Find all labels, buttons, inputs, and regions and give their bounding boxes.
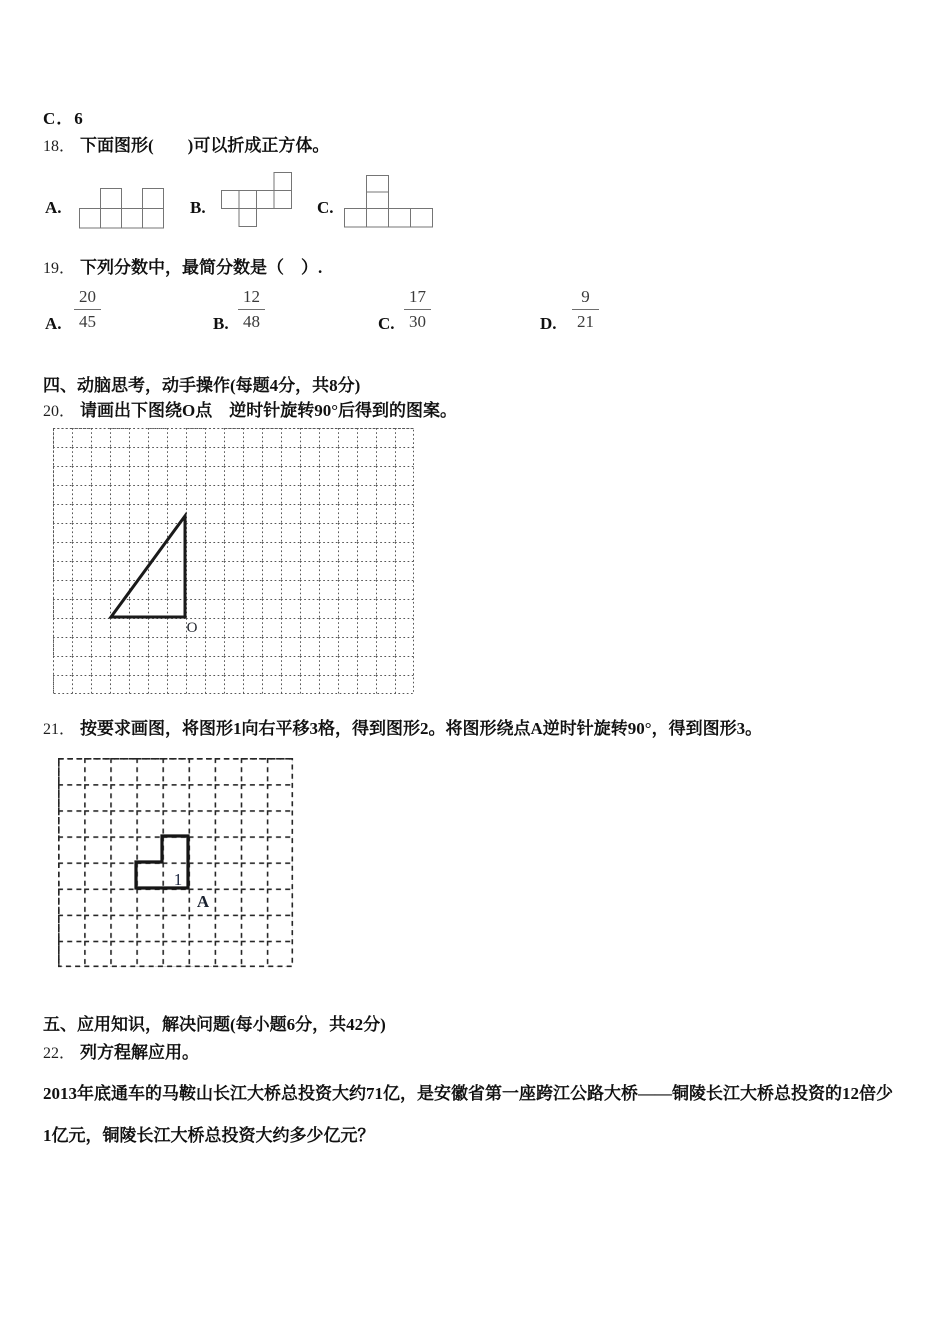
shape-1-label: 1 [173, 870, 183, 889]
fraction-numerator: 17 [409, 287, 426, 306]
q19-option-d-label: D. [540, 314, 557, 333]
q18-option-b-label: B. [190, 198, 206, 217]
question-20-text: 请画出下图绕O点 逆时针旋转90°后得到的图案。 [80, 401, 458, 420]
question-20 [43, 396, 457, 421]
question-22 [43, 1038, 199, 1063]
question-22-text: 列方程解应用。 [80, 1043, 200, 1062]
q19-option-c-fraction [404, 287, 431, 331]
q19-option-a-fraction [74, 287, 101, 331]
question-21-number: 21． [43, 721, 76, 738]
grid-cells [53, 428, 414, 694]
fraction-denominator: 45 [74, 309, 101, 332]
question-18-number: 18． [43, 138, 76, 155]
question-21 [43, 714, 762, 739]
question-19 [43, 253, 322, 278]
q18-option-c-label: C. [317, 198, 334, 217]
q19-option-c-label: C. [378, 314, 395, 333]
origin-point-label: O [186, 620, 198, 636]
grid-cells [58, 758, 293, 967]
q19-option-b-fraction [238, 287, 265, 331]
q22-problem-text-line-2: 1亿元，铜陵长江大桥总投资大约多少亿元？ [43, 1126, 375, 1145]
question-19-text: 下列分数中，最简分数是（ ）. [80, 258, 323, 277]
fraction-numerator: 9 [581, 287, 590, 306]
cube-net-figure-c [344, 175, 433, 228]
cube-net-figure-b [221, 172, 292, 228]
fraction-denominator: 30 [404, 309, 431, 332]
answer-option-c6: C．6 [43, 109, 84, 128]
fraction-denominator: 48 [238, 309, 265, 332]
q18-option-a-label: A. [45, 198, 62, 217]
q20-rotation-grid[interactable] [53, 428, 415, 695]
point-a-label: A [196, 892, 210, 911]
fraction-denominator: 21 [572, 309, 599, 332]
q19-option-d-fraction [572, 287, 599, 331]
cube-net-figure-a [79, 188, 164, 229]
question-18 [43, 131, 329, 156]
question-19-number: 19． [43, 260, 76, 277]
question-21-text: 按要求画图，将图形1向右平移3格，得到图形2。将图形绕点A逆时针旋转90°，得到图形3。 [80, 719, 763, 738]
fraction-numerator: 20 [79, 287, 96, 306]
q19-option-a-label: A. [45, 314, 62, 333]
q21-translation-grid[interactable] [58, 758, 294, 968]
question-22-number: 22． [43, 1045, 76, 1062]
q19-option-b-label: B. [213, 314, 229, 333]
question-18-text: 下面图形( )可以折成正方体。 [80, 136, 330, 155]
section-4-heading: 四、动脑思考，动手操作(每题4分，共8分) [43, 376, 361, 395]
question-20-number: 20． [43, 403, 76, 420]
section-5-heading: 五、应用知识，解决问题(每小题6分，共42分) [43, 1015, 386, 1034]
q22-problem-text-line-1: 2013年底通车的马鞍山长江大桥总投资大约71亿，是安徽省第一座跨江公路大桥——铜陵长江大桥总投资的12倍少 [43, 1084, 893, 1103]
fraction-numerator: 12 [243, 287, 260, 306]
